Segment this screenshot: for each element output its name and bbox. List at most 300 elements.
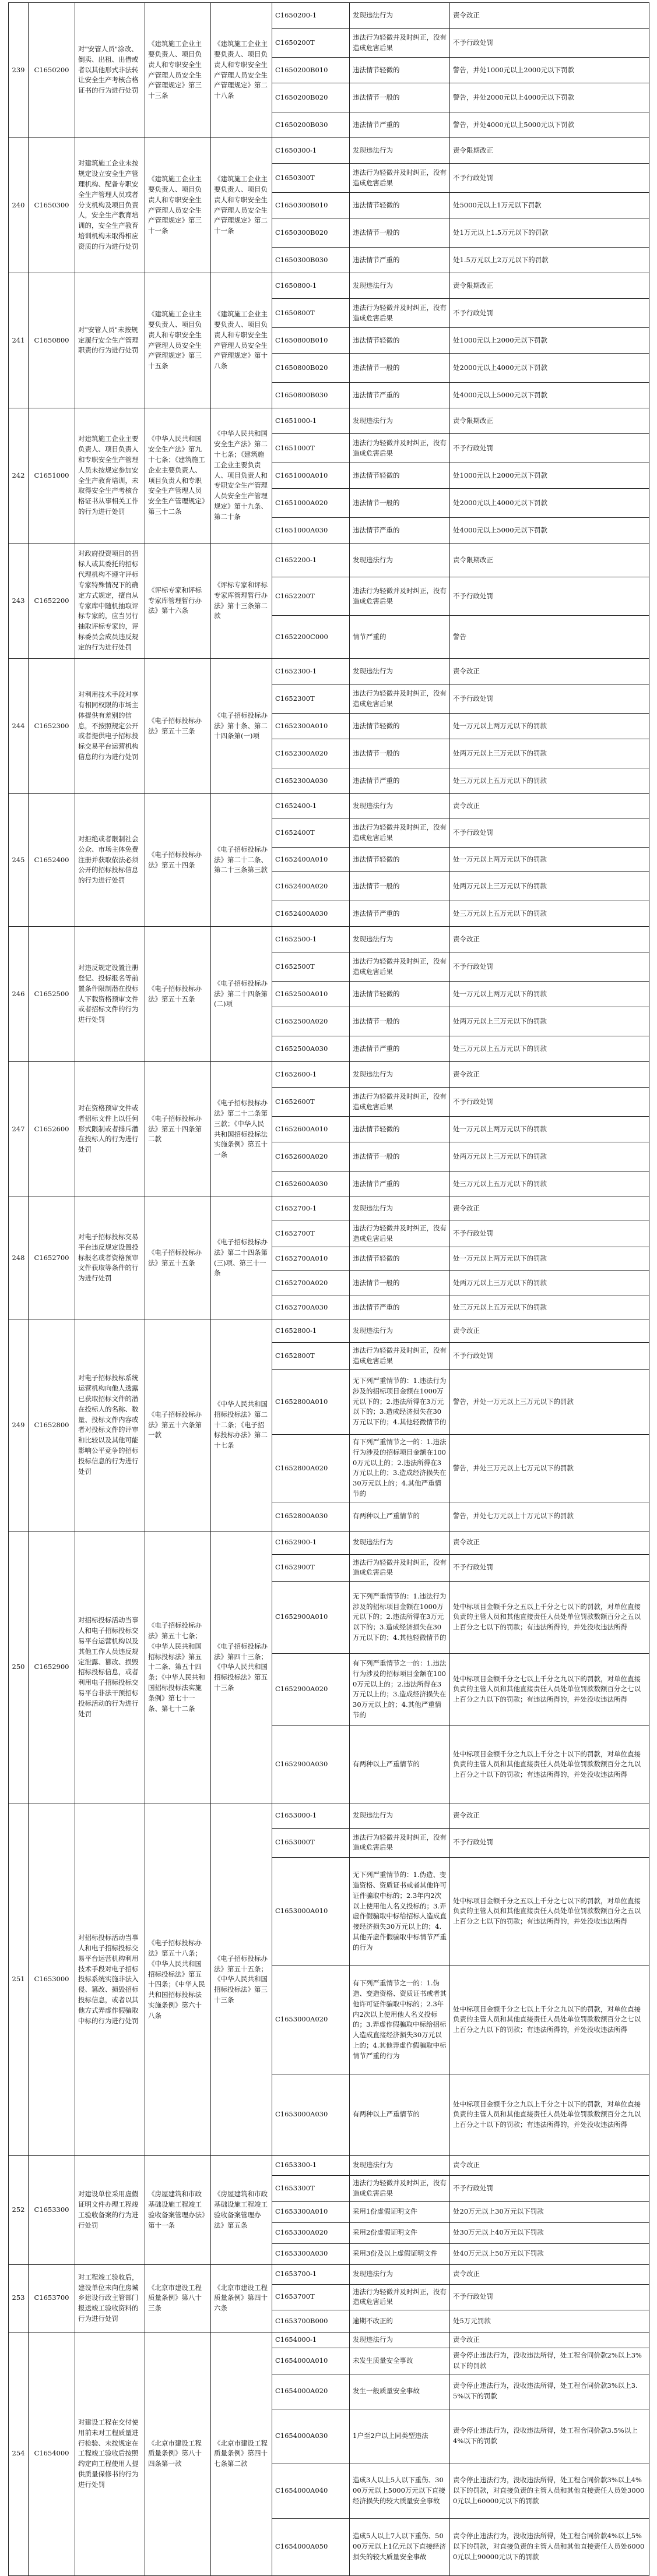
violation-basis: 《电子招标投标办法》第二十二条第三款；《中华人民共和国招标投标法实施条例》第五十一条 [211, 1062, 272, 1197]
sub-code: C1654000A040 [272, 2464, 350, 2518]
sub-code: C1653000A020 [272, 1965, 350, 2074]
penalty: 处三万元以上五万元以下的罚款 [450, 1036, 649, 1062]
violation-basis: 《建筑施工企业主要负责人、项目负责人和专职安全生产管理人员安全生产管理规定》第十八条 [211, 273, 272, 408]
sub-code: C1652500-1 [272, 927, 350, 952]
item-code: C1652500 [29, 927, 75, 1062]
table-row [9, 1197, 649, 1220]
sub-code: C1650200B030 [272, 112, 350, 138]
penalty: 责令停止违法行为，没收违法所得，处工程合同价款2%以上3%以下的罚款 [450, 2348, 649, 2374]
table-row [9, 927, 649, 952]
sub-code: C1650800-1 [272, 273, 350, 299]
sub-code: C1652700A010 [272, 1247, 350, 1271]
sub-code: C1654000A050 [272, 2518, 350, 2575]
violation-basis: 《电子招标投标办法》第二十四条第(三)项、第三十一条 [211, 1197, 272, 1319]
circumstance: 发现违法行为 [350, 2332, 450, 2348]
penalty: 处两万元以上三万元以下的罚款 [450, 739, 649, 768]
item-name: 对政府投资项目的招标人或其委托的招标代理机构不遵守评标专家特殊情况下的确定方式规定，擅自从专家库中随机抽取评标专家的，应当另行抽取评标专家的，评标委员会成员违反规定的行为进行处罚 [75, 544, 145, 659]
penalty: 责令改正 [450, 1197, 649, 1220]
circumstance: 违法情节轻微的 [350, 58, 450, 83]
sub-code: C1652800T [272, 1343, 350, 1370]
circumstance: 违法情节一般的 [350, 218, 450, 248]
item-name: 对"安管人员"涂改、倒卖、出租、出借或者以其他形式非法转让安全生产考核合格证书的行为进行处罚 [75, 3, 145, 138]
circumstance: 发现违法行为 [350, 3, 450, 29]
sub-code: C1652700A030 [272, 1296, 350, 1319]
violation-basis: 《中华人民共和国安全生产法》第二十七条；《建筑施工企业主要负责人、项目负责人和专职安全生产管理人员安全生产管理规定》第十九条、第二十条 [211, 408, 272, 544]
penalty-basis: 《中华人民共和国安全生产法》第九十七条；《建筑施工企业主要负责人、项目负责人和专职安全生产管理人员安全生产管理规定》第三十二条 [145, 408, 211, 544]
sub-code: C1652900A030 [272, 1725, 350, 1804]
sub-code: C1653000-1 [272, 1804, 350, 1828]
penalty: 责令限期改正 [450, 273, 649, 299]
sub-code: C1652800-1 [272, 1319, 350, 1343]
penalty: 处两万元以上三万元以下的罚款 [450, 872, 649, 901]
circumstance: 有下列严重情节之一的：1.违法行为涉及的招标项目金额在1000万元以上的；2.违法所得在3万元以上的；3.造成经济损失在30万元以上的；4.其他严重情节的 [350, 1653, 450, 1725]
sub-code: C1652300A020 [272, 739, 350, 768]
sub-code: C1652400-1 [272, 794, 350, 818]
circumstance: 违法情节严重的 [350, 901, 450, 927]
table-body [9, 3, 649, 2576]
item-name: 对工程竣工验收后，建设单位未向住房城乡建设行政主管部门报送竣工验收资料的行为进行处罚 [75, 2264, 145, 2332]
circumstance: 违法情节一般的 [350, 1142, 450, 1171]
circumstance: 违法行为轻微并及时纠正，没有造成危害后果 [350, 29, 450, 58]
sub-code: C1652400T [272, 818, 350, 848]
sub-code: C1653000T [272, 1828, 350, 1857]
sub-code: C1653300T [272, 2175, 350, 2201]
penalty: 警告 [450, 616, 649, 659]
circumstance: 采用2份虚假证明文件 [350, 2222, 450, 2243]
item-seq: 246 [9, 927, 29, 1062]
circumstance: 发现违法行为 [350, 1062, 450, 1088]
sub-code: C1652600-1 [272, 1062, 350, 1088]
circumstance: 违法情节严重的 [350, 768, 450, 794]
table-row [9, 659, 649, 684]
violation-basis: 《电子招标投标办法》第二十四条第(二)项 [211, 927, 272, 1062]
violation-basis: 《北京市建设工程质量条例》第四十七条第二款 [211, 2332, 272, 2575]
circumstance: 违法行为轻微并及时纠正，没有造成危害后果 [350, 299, 450, 328]
table-row [9, 1062, 649, 1088]
penalty: 处40万元以上50万元以下罚款 [450, 2243, 649, 2264]
penalty: 处三万元以上五万元以下的罚款 [450, 901, 649, 927]
circumstance: 违法情节一般的 [350, 83, 450, 112]
circumstance: 违法情节严重的 [350, 383, 450, 408]
penalty: 不予行政处罚 [450, 2175, 649, 2201]
sub-code: C1650200B020 [272, 83, 350, 112]
sub-code: C1653300A010 [272, 2201, 350, 2222]
circumstance: 违法情节轻微的 [350, 328, 450, 354]
sub-code: C1654000A010 [272, 2348, 350, 2374]
table-row [9, 794, 649, 818]
sub-code: C1652300T [272, 684, 350, 714]
circumstance: 造成5人以上7人以下重伤、5000万元以上1亿元以下直接经济损失的较大质量安全事故 [350, 2518, 450, 2575]
penalty: 处2000元以上4000元以下罚款 [450, 354, 649, 383]
sub-code: C1652300-1 [272, 659, 350, 684]
item-code: C1651000 [29, 408, 75, 544]
item-code: C1652900 [29, 1531, 75, 1804]
penalty: 处30万元以上40万元以下罚款 [450, 2222, 649, 2243]
penalty: 处一万元以上两万元以下的罚款 [450, 1247, 649, 1271]
sub-code: C1650200T [272, 29, 350, 58]
sub-code: C1652500A020 [272, 1007, 350, 1036]
circumstance: 违法情节严重的 [350, 1171, 450, 1197]
item-seq: 248 [9, 1197, 29, 1319]
circumstance: 发现违法行为 [350, 544, 450, 577]
penalty: 不予行政处罚 [450, 29, 649, 58]
penalty: 责令停止违法行为，没收违法所得，处工程合同价款3%以上4%以下的罚款，对直接负责的主管人员和其他直接责任人员处30000元以上60000元以下的罚款 [450, 2464, 649, 2518]
penalty: 处1000元以上2000元以下罚款 [450, 463, 649, 489]
penalty: 处一万元以上两万元以下的罚款 [450, 848, 649, 872]
circumstance: 违法情节轻微的 [350, 1117, 450, 1142]
table-row [9, 138, 649, 164]
sub-code: C1651000A020 [272, 489, 350, 518]
penalty: 责令限期改正 [450, 408, 649, 434]
penalty: 不予行政处罚 [450, 1554, 649, 1581]
sub-code: C1650800B030 [272, 383, 350, 408]
penalty: 责令停止违法行为，没收违法所得，处工程合同价款3%以上3.5%以下的罚款 [450, 2374, 649, 2409]
item-name: 对"安管人员"未按规定履行安全生产管理职责的行为进行处罚 [75, 273, 145, 408]
penalty: 处中标项目金额千分之九以上千分之十以下的罚款，对单位直接负责的主管人员和其他直接责任人员处单位罚款数额百分之九以上百分之十以下的罚款；有违法所得的，并处没收违法所得 [450, 2074, 649, 2155]
sub-code: C1653300A030 [272, 2243, 350, 2264]
item-seq: 240 [9, 138, 29, 273]
table-row [9, 2332, 649, 2348]
penalty: 处2000元以上4000元以下罚款 [450, 489, 649, 518]
item-seq: 247 [9, 1062, 29, 1197]
circumstance: 违法行为轻微并及时纠正，没有造成危害后果 [350, 952, 450, 982]
penalty-basis: 《建筑施工企业主要负责人、项目负责人和专职安全生产管理人员安全生产管理规定》第三十三条 [145, 3, 211, 138]
sub-code: C1651000T [272, 434, 350, 463]
penalty-basis: 《电子招标投标办法》第五十四条 [145, 794, 211, 927]
sub-code: C1653700T [272, 2284, 350, 2310]
circumstance: 无下列严重情节的：1.伪造、变造资格、资质证书或者其他许可证件骗取中标的；2.3年内2次以上使用他人名义投标的；3.弄虚作假骗取中标给招标人造成直接经济损失30万元以上的；4.其他弄虚作假骗取中标情节严重的行为 [350, 1857, 450, 1965]
penalty: 责令改正 [450, 1319, 649, 1343]
item-code: C1653300 [29, 2155, 75, 2264]
penalty-basis: 《电子招标投标办法》第五十五条 [145, 1197, 211, 1319]
penalty: 处两万元以上三万元以下的罚款 [450, 1142, 649, 1171]
penalty: 处20万元以上30万元以下罚款 [450, 2201, 649, 2222]
circumstance: 违法行为轻微并及时纠正，没有造成危害后果 [350, 1554, 450, 1581]
penalty-basis: 《房屋建筑和市政基础设施工程竣工验收备案管理办法》第十一条 [145, 2155, 211, 2264]
sub-code: C1652500T [272, 952, 350, 982]
penalty-basis: 《电子招标投标办法》第五十四条第二款 [145, 1062, 211, 1197]
sub-code: C1653300-1 [272, 2155, 350, 2175]
violation-basis: 《房屋建筑和市政基础设施工程竣工验收备案管理办法》第五条 [211, 2155, 272, 2264]
sub-code: C1650200-1 [272, 3, 350, 29]
item-code: C1652600 [29, 1062, 75, 1197]
circumstance: 发现违法行为 [350, 138, 450, 164]
sub-code: C1652200T [272, 577, 350, 616]
item-code: C1654000 [29, 2332, 75, 2575]
circumstance: 违法情节轻微的 [350, 463, 450, 489]
circumstance: 违法行为轻微并及时纠正，没有造成危害后果 [350, 818, 450, 848]
circumstance: 违法行为轻微并及时纠正，没有造成危害后果 [350, 2284, 450, 2310]
circumstance: 发现违法行为 [350, 659, 450, 684]
item-code: C1653000 [29, 1804, 75, 2155]
item-name: 对建筑施工企业主要负责人、项目负责人和专职安全生产管理人员未按规定参加安全生产教育培训，未取得安全生产考核合格证书从事相关工作的行为进行处罚 [75, 408, 145, 544]
table-row [9, 408, 649, 434]
penalty: 处两万元以上三万元以下的罚款 [450, 1007, 649, 1036]
penalty: 处1万元以上1.5万元以下的罚款 [450, 218, 649, 248]
sub-code: C1653000A030 [272, 2074, 350, 2155]
sub-code: C1650300B030 [272, 248, 350, 273]
penalty: 责令停止违法行为，没收违法所得，处工程合同价款4%以上5%以下的罚款，对直接负责的主管人员和其他直接责任人员处60000元以上90000元以下的罚款 [450, 2518, 649, 2575]
sub-code: C1654000A030 [272, 2409, 350, 2464]
penalty-basis: 《北京市建设工程质量条例》第八十四条第一款 [145, 2332, 211, 2575]
circumstance: 1户至2户以上同类型违法 [350, 2409, 450, 2464]
sub-code: C1652500A030 [272, 1036, 350, 1062]
penalty: 处中标项目金额千分之五以上千分之七以下的罚款，对单位直接负责的主管人员和其他直接责任人员处单位罚款数额百分之五以上百分之七以下的罚款；有违法所得的，并处没收违法所得 [450, 1581, 649, 1653]
sub-code: C1652900T [272, 1554, 350, 1581]
violation-basis: 《评标专家和评标专家库管理暂行办法》第十三条第二款 [211, 544, 272, 659]
item-code: C1653700 [29, 2264, 75, 2332]
circumstance: 有下列严重情节之一的：1.伪造、变造资格、资质证书或者其他许可证件骗取中标的；2.3年内2次以上使用他人名义投标的；3.弄虚作假骗取中标给招标人造成直接经济损失30万元以上的；4.其他弄虚作假骗取中标情节严重的行为 [350, 1965, 450, 2074]
item-name: 对利用技术手段对享有相同权限的市场主体提供有差别的信息，不按照规定公开或者提供电子招标投标交易平台运营机构信息的行为进行处罚 [75, 659, 145, 794]
sub-code: C1652900A020 [272, 1653, 350, 1725]
sub-code: C1650800B020 [272, 354, 350, 383]
penalty: 责令改正 [450, 2264, 649, 2284]
circumstance: 违法情节一般的 [350, 1007, 450, 1036]
circumstance: 违法行为轻微并及时纠正，没有造成危害后果 [350, 577, 450, 616]
item-seq: 239 [9, 3, 29, 138]
item-code: C1652200 [29, 544, 75, 659]
penalty: 责令改正 [450, 2155, 649, 2175]
circumstance: 有两种以上严重情节的 [350, 1725, 450, 1804]
penalty-table [8, 2, 649, 2576]
circumstance: 采用3份及以上虚假证明文件 [350, 2243, 450, 2264]
violation-basis: 《电子招标投标办法》第二十二条、第二十三条第三款 [211, 794, 272, 927]
penalty: 处一万元以上两万元以下的罚款 [450, 1117, 649, 1142]
item-seq: 253 [9, 2264, 29, 2332]
sub-code: C1651000-1 [272, 408, 350, 434]
sub-code: C1653300A020 [272, 2222, 350, 2243]
penalty-basis: 《电子招标投标办法》第五十五条 [145, 927, 211, 1062]
violation-basis: 《中华人民共和国招标投标法》第二十二条；《电子招标投标办法》第二十七条 [211, 1319, 272, 1532]
penalty: 警告，并处三万元以上七万元以下的罚款 [450, 1435, 649, 1502]
circumstance: 违法情节严重的 [350, 112, 450, 138]
circumstance: 发现违法行为 [350, 1319, 450, 1343]
penalty-basis: 《电子招标投标办法》第五十七条；《中华人民共和国招标投标法》第五十二条、第五十四条；《中华人民共和国招标投标法实施条例》第七十一条、第七十二条 [145, 1531, 211, 1804]
circumstance: 违法行为轻微并及时纠正，没有造成危害后果 [350, 164, 450, 193]
penalty: 不予行政处罚 [450, 1828, 649, 1857]
item-code: C1652800 [29, 1319, 75, 1532]
penalty: 不予行政处罚 [450, 2284, 649, 2310]
penalty: 不予行政处罚 [450, 818, 649, 848]
penalty-basis: 《电子招标投标办法》第五十三条 [145, 659, 211, 794]
sub-code: C1652300A010 [272, 714, 350, 739]
penalty: 不予行政处罚 [450, 684, 649, 714]
circumstance: 违法情节轻微的 [350, 714, 450, 739]
penalty: 责令改正 [450, 3, 649, 29]
penalty: 责令改正 [450, 1062, 649, 1088]
penalty: 处三万元以上五万元以下的罚款 [450, 1296, 649, 1319]
sub-code: C1652400A020 [272, 872, 350, 901]
item-name: 对建设工程在交付使用前未对工程质量进行检验、未按规定在工程竣工验收后按照约定向工程使用人提供质量保修书的行为进行处罚 [75, 2332, 145, 2575]
item-seq: 252 [9, 2155, 29, 2264]
sub-code: C1650300T [272, 164, 350, 193]
penalty: 不予行政处罚 [450, 1343, 649, 1370]
penalty-basis: 《建筑施工企业主要负责人、项目负责人和专职安全生产管理人员安全生产管理规定》第三十一条 [145, 138, 211, 273]
item-name: 对招标投标活动当事人和电子招标投标交易平台运营机构利用技术手段对电子招标投标系统实施非法入侵、篡改、损毁招标投标信息，或者以其他方式弄虚作假骗取中标的行为进行处罚 [75, 1804, 145, 2155]
circumstance: 逾期不改正的 [350, 2310, 450, 2332]
circumstance: 违法情节严重的 [350, 518, 450, 544]
circumstance: 违法行为轻微并及时纠正，没有造成危害后果 [350, 684, 450, 714]
item-name: 对电子招标投标交易平台违反规定设置投标报名或者资格预审文件获取等条件的行为进行处罚 [75, 1197, 145, 1319]
item-name: 对建设单位采用虚假证明文件办理工程竣工验收备案的行为进行处罚 [75, 2155, 145, 2264]
item-seq: 249 [9, 1319, 29, 1532]
item-code: C1652300 [29, 659, 75, 794]
circumstance: 有两种以上严重情节的 [350, 1502, 450, 1531]
table-row [9, 1319, 649, 1343]
circumstance: 违法行为轻微并及时纠正，没有造成危害后果 [350, 1343, 450, 1370]
sub-code: C1653000A010 [272, 1857, 350, 1965]
item-name: 对电子招标投标系统运营机构向他人透露已获取招标文件的潜在投标人的名称、数量、投标文件内容或者对投标文件的评审和比较以及其他可能影响公平竞争的招标投标信息的行为进行处罚 [75, 1319, 145, 1532]
violation-basis: 《电子招标投标办法》第十条、第二十四条第(一)项 [211, 659, 272, 794]
penalty: 处5万元罚款 [450, 2310, 649, 2332]
item-name: 对在资格预审文件或者招标文件上以任何形式限制或者排斥潜在投标人的行为进行处罚 [75, 1062, 145, 1197]
sub-code: C1651000A010 [272, 463, 350, 489]
sub-code: C1652800A020 [272, 1435, 350, 1502]
penalty-basis: 《电子招标投标办法》第五十八条；《中华人民共和国招标投标法》第五十四条；《中华人民共和国招标投标法实施条例》第六十八条 [145, 1804, 211, 2155]
penalty: 警告，并处1000元以上2000元以下罚款 [450, 58, 649, 83]
circumstance: 发现违法行为 [350, 2264, 450, 2284]
penalty: 处三万元以上五万元以下的罚款 [450, 1171, 649, 1197]
circumstance: 未发生质量安全事故 [350, 2348, 450, 2374]
sub-code: C1650800B010 [272, 328, 350, 354]
penalty: 处中标项目金额千分之七以上千分之九以下的罚款，对单位直接负责的主管人员和其他直接责任人员处单位罚款数额百分之七以上百分之九以下的罚款；有违法所得的，并处没收违法所得 [450, 1653, 649, 1725]
item-seq: 244 [9, 659, 29, 794]
sub-code: C1652600A030 [272, 1171, 350, 1197]
item-code: C1652700 [29, 1197, 75, 1319]
circumstance: 发现违法行为 [350, 927, 450, 952]
sub-code: C1652900-1 [272, 1531, 350, 1554]
item-seq: 254 [9, 2332, 29, 2575]
item-code: C1650800 [29, 273, 75, 408]
sub-code: C1650300B010 [272, 193, 350, 218]
circumstance: 违法情节一般的 [350, 872, 450, 901]
sub-code: C1652400A030 [272, 901, 350, 927]
sub-code: C1651000A030 [272, 518, 350, 544]
sub-code: C1652700T [272, 1220, 350, 1247]
table-row [9, 2155, 649, 2175]
item-code: C1652400 [29, 794, 75, 927]
penalty: 处1000元以上2000元以下罚款 [450, 328, 649, 354]
sub-code: C1652600A010 [272, 1117, 350, 1142]
penalty: 不予行政处罚 [450, 1220, 649, 1247]
violation-basis: 《建筑施工企业主要负责人、项目负责人和专职安全生产管理人员安全生产管理规定》第二十八条 [211, 3, 272, 138]
penalty: 责令停止违法行为，没收违法所得，处工程合同价款3.5%以上4%以下的罚款 [450, 2409, 649, 2464]
circumstance: 违法情节轻微的 [350, 848, 450, 872]
sub-code: C1652800A030 [272, 1502, 350, 1531]
sub-code: C1652800A010 [272, 1370, 350, 1435]
penalty: 警告，并处4000元以上5000元以下罚款 [450, 112, 649, 138]
circumstance: 发生一般质量安全事故 [350, 2374, 450, 2409]
sub-code: C1653700B000 [272, 2310, 350, 2332]
item-name: 对招标投标活动当事人和电子招标投标交易平台运营机构以及其他工作人员违反规定泄露、篡改、损毁招标投标信息，或者利用电子招标投标交易平台非法干预招标投标活动的行为进行处罚 [75, 1531, 145, 1804]
penalty-basis: 《北京市建设工程质量条例》第八十三条 [145, 2264, 211, 2332]
penalty: 责令限期改正 [450, 544, 649, 577]
penalty: 责令改正 [450, 659, 649, 684]
circumstance: 发现违法行为 [350, 2155, 450, 2175]
penalty: 警告，并处七万元以上十万元以下的罚款 [450, 1502, 649, 1531]
item-name: 对建筑施工企业未按规定设立安全生产管理机构、配备专职安全生产管理人员或者分支机构及项目负责人，安全生产教育培训的，安全生产教育培训机构未取得相应资质的行为进行处罚 [75, 138, 145, 273]
table-row [9, 1531, 649, 1554]
circumstance: 发现违法行为 [350, 408, 450, 434]
circumstance: 违法情节严重的 [350, 248, 450, 273]
penalty: 处三万元以上五万元以下的罚款 [450, 768, 649, 794]
circumstance: 违法情节轻微的 [350, 193, 450, 218]
item-seq: 245 [9, 794, 29, 927]
penalty: 处两万元以上三万元以下的罚款 [450, 1271, 649, 1296]
circumstance: 发现违法行为 [350, 794, 450, 818]
circumstance: 违法行为轻微并及时纠正，没有造成危害后果 [350, 1088, 450, 1117]
circumstance: 违法情节一般的 [350, 354, 450, 383]
sub-code: C1654000A020 [272, 2374, 350, 2409]
circumstance: 有两种以上严重情节的 [350, 2074, 450, 2155]
sub-code: C1650300B020 [272, 218, 350, 248]
circumstance: 采用1份虚假证明文件 [350, 2201, 450, 2222]
penalty: 不予行政处罚 [450, 164, 649, 193]
sub-code: C1652500A010 [272, 982, 350, 1007]
item-name: 对违反规定设置注册登记、投标报名等前置条件限制潜在投标人下载资格预审文件或者招标文件的行为进行处罚 [75, 927, 145, 1062]
circumstance: 造成3人以上5人以下重伤、3000万元以上5000万元以下直接经济损失的较大质量安全事故 [350, 2464, 450, 2518]
circumstance: 违法行为轻微并及时纠正，没有造成危害后果 [350, 434, 450, 463]
penalty: 责令限期改正 [450, 138, 649, 164]
sub-code: C1652400A010 [272, 848, 350, 872]
sub-code: C1652700A020 [272, 1271, 350, 1296]
item-seq: 241 [9, 273, 29, 408]
penalty: 处中标项目金额千分之九以上千分之十以下的罚款，对单位直接负责的主管人员和其他直接责任人员处单位罚款数额百分之九以上百分之十以下的罚款；有违法所得的，并处没收违法所得 [450, 1725, 649, 1804]
penalty: 不予行政处罚 [450, 1088, 649, 1117]
item-seq: 250 [9, 1531, 29, 1804]
item-seq: 251 [9, 1804, 29, 2155]
circumstance: 违法情节轻微的 [350, 1247, 450, 1271]
table-row [9, 3, 649, 29]
sub-code: C1652600A020 [272, 1142, 350, 1171]
penalty: 不予行政处罚 [450, 434, 649, 463]
table-row [9, 544, 649, 577]
circumstance: 发现违法行为 [350, 1804, 450, 1828]
violation-basis: 《电子招标投标办法》第五十五条；《中华人民共和国招标投标法》第三十三条 [211, 1804, 272, 2155]
sub-code: C1652200C000 [272, 616, 350, 659]
penalty-basis: 《建筑施工企业主要负责人、项目负责人和专职安全生产管理人员安全生产管理规定》第三十五条 [145, 273, 211, 408]
circumstance: 发现违法行为 [350, 1531, 450, 1554]
item-name: 对拒绝或者限制社会公众、市场主体免费注册并获取依法必须公开的招标投标信息的行为进行处罚 [75, 794, 145, 927]
penalty-basis: 《评标专家和评标专家库管理暂行办法》第十六条 [145, 544, 211, 659]
sub-code: C1652900A010 [272, 1581, 350, 1653]
sub-code: C1652200-1 [272, 544, 350, 577]
penalty: 责令改正 [450, 2332, 649, 2348]
penalty: 处一万元以上两万元以下的罚款 [450, 714, 649, 739]
sub-code: C1654000-1 [272, 2332, 350, 2348]
penalty: 责令改正 [450, 1804, 649, 1828]
circumstance: 违法行为轻微并及时纠正，没有造成危害后果 [350, 2175, 450, 2201]
circumstance: 情节严重的 [350, 616, 450, 659]
sub-code: C1650800T [272, 299, 350, 328]
sub-code: C1652700-1 [272, 1197, 350, 1220]
circumstance: 违法情节一般的 [350, 489, 450, 518]
circumstance: 违法行为轻微并及时纠正，没有造成危害后果 [350, 1828, 450, 1857]
penalty: 处4000元以上5000元以下罚款 [450, 383, 649, 408]
sub-code: C1652600T [272, 1088, 350, 1117]
sub-code: C1650300-1 [272, 138, 350, 164]
circumstance: 发现违法行为 [350, 273, 450, 299]
penalty-basis: 《电子招标投标办法》第五十六条第一款 [145, 1319, 211, 1532]
item-code: C1650200 [29, 3, 75, 138]
penalty: 不予行政处罚 [450, 577, 649, 616]
penalty: 处5000元以上1万元以下罚款 [450, 193, 649, 218]
table-row [9, 273, 649, 299]
table-row [9, 2264, 649, 2284]
penalty: 处中标项目金额千分之七以上千分之九以下的罚款，对单位直接负责的主管人员和其他直接责任人员处单位罚款数额百分之七以上百分之九以下的罚款；有违法所得的，并处没收违法所得 [450, 1965, 649, 2074]
penalty: 处4000元以上5000元以下罚款 [450, 518, 649, 544]
item-seq: 243 [9, 544, 29, 659]
